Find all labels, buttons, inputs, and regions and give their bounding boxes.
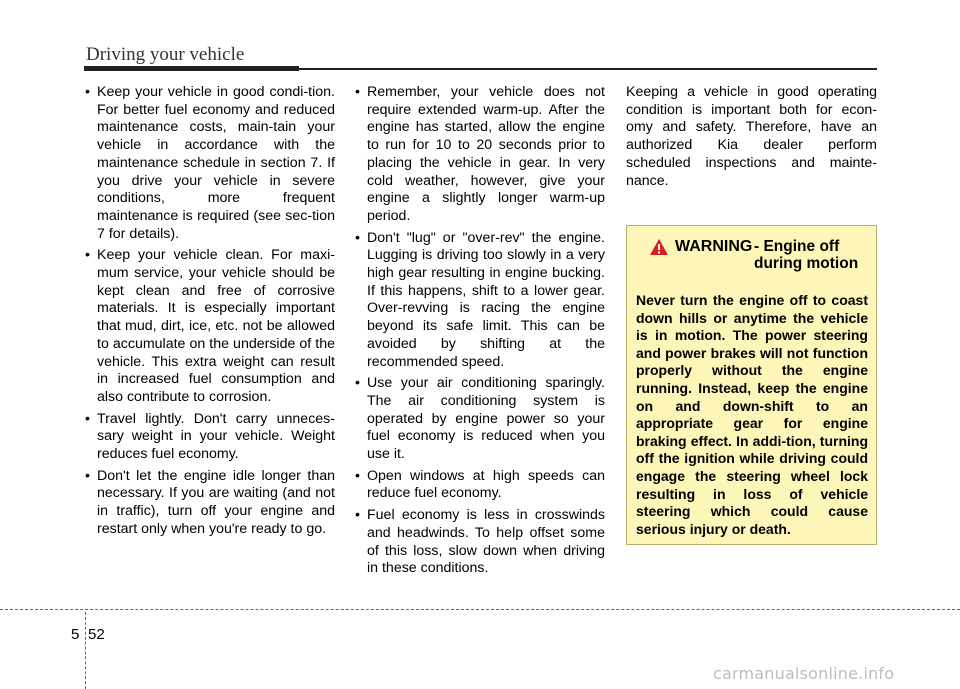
- bullet-icon: •: [355, 467, 360, 484]
- page-header-title: Driving your vehicle: [86, 44, 245, 65]
- list-item-text: Don't let the engine idle longer than necessary. If you are waiting (and not in traffic), turn off your engine and restart only when you're ready to go.: [97, 467, 335, 537]
- bullet-icon: •: [85, 247, 90, 264]
- column-3: [626, 84, 877, 190]
- list-item: [355, 507, 605, 578]
- footer-rule: [0, 609, 960, 610]
- column-1: [85, 84, 335, 543]
- list-item: [355, 375, 605, 464]
- bullet-list-1: [85, 84, 335, 539]
- list-item-text: Remember, your vehicle does not require extended warm-up. After the engine has started, allow the engine to run for 10 to 20 seconds prior to placing the vehicle in gear. In very cold weather, however, give your engine a slightly longer warm-up period.: [367, 84, 605, 224]
- watermark: carmanualsonline.info: [713, 664, 895, 683]
- warning-body: Never turn the engine off to coast down hills or anytime the vehicle is in motion. The power steering and power brakes will not function properly without the engine running. Instead, keep the engine on and down-shift to an appropriate gear for engine braking effect. In addi-tion, turning off the ignition while driving could engage the steering wheel lock resulting in loss of vehicle steering which could cause serious injury or death.: [636, 292, 868, 537]
- header-rule-thin: [299, 68, 877, 70]
- list-item-text: Keep your vehicle clean. For maxi-mum service, your vehicle should be kept clean and free of corrosive materials. It is especially important that mud, dirt, ice, etc. not be allowed to accumulate on the underside of the vehicle. This extra weight can result in increased fuel consumption and also contribute to corrosion.: [97, 247, 335, 405]
- footer-vertical-rule: [85, 612, 86, 689]
- list-item: [85, 411, 335, 464]
- list-item-text: Open windows at high speeds can reduce fuel economy.: [367, 467, 605, 502]
- bullet-icon: •: [85, 84, 90, 100]
- list-item: [355, 230, 605, 372]
- section-number: 5: [71, 626, 80, 643]
- list-item-text: Fuel economy is less in crosswinds and headwinds. To help offset some of this loss, slow down when driving in these conditions.: [367, 507, 605, 577]
- list-item-text: Keep your vehicle in good condi-tion. For better fuel economy and reduced maintenance costs, main-tain your vehicle in accordance with the maintenance schedule in section 7. If you drive your vehicle in severe conditions, more frequent maintenance is required (see sec-tion 7 for details).: [97, 84, 335, 242]
- list-item: [355, 468, 605, 503]
- column-2: [355, 84, 605, 582]
- list-item-text: Use your air conditioning sparingly. The air conditioning system is operated by engine power so your fuel economy is reduced when you use it.: [367, 375, 605, 463]
- list-item: [355, 84, 605, 226]
- bullet-icon: •: [85, 410, 90, 427]
- list-item: [85, 247, 335, 406]
- warning-triangle-icon: [649, 238, 669, 256]
- bullet-icon: •: [355, 507, 360, 524]
- list-item-text: Don't "lug" or "over-rev" the engine. Lugging is driving too slowly in a very high gear resulting in engine bucking. If this happens, shift to a lower gear. Over-revving is racing the engine beyond its safe limit. This can be avoided by shifting at the recommended speed.: [367, 229, 605, 370]
- bullet-icon: •: [355, 375, 360, 392]
- warning-subject: - Engine off during motion: [754, 238, 859, 272]
- list-item: [85, 84, 335, 243]
- list-item: [85, 468, 335, 539]
- bullet-list-2: [355, 84, 605, 578]
- warning-box: [626, 225, 877, 545]
- bullet-icon: •: [355, 84, 360, 100]
- warning-label: WARNING: [675, 238, 753, 255]
- list-item-text: Travel lightly. Don't carry unneces-sary weight in your vehicle. Weight reduces fuel economy.: [97, 410, 335, 463]
- intro-paragraph: Keeping a vehicle in good operating condition is important both for econ-omy and safety. Therefore, have an authorized Kia dealer perform scheduled inspections and mainte-nance.: [626, 84, 877, 189]
- bullet-icon: •: [85, 467, 90, 484]
- page-number: 52: [88, 626, 105, 643]
- header-rule-thick: [84, 66, 299, 71]
- bullet-icon: •: [355, 229, 360, 246]
